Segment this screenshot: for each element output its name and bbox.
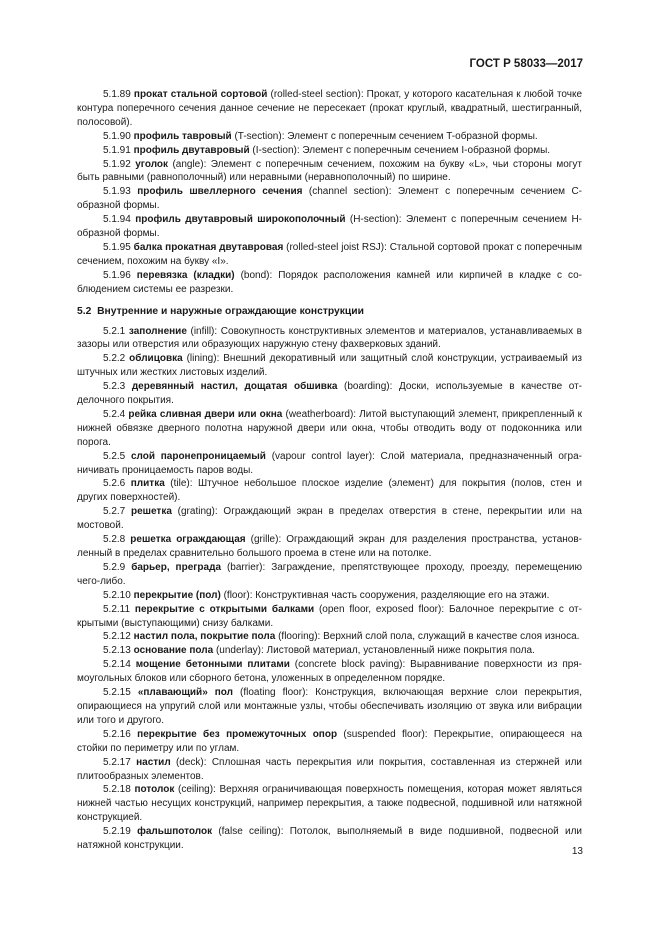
term-definition: (deck): Сплошная часть перекрытия или покрытия, составленная из стержней или плитообразных элементов. (77, 756, 582, 782)
term-number: 5.1.95 (103, 241, 131, 253)
term-definition: (rolled-steel section): Прокат, у которого касательная к любой точке контура поперечного сечения данное сечение не пересекает (прокат круглый, квадратный, шестигранный, полосовой). (77, 89, 583, 128)
term-number: 5.2.10 (103, 589, 131, 601)
term-entry (77, 269, 582, 297)
term-definition: (grating): Ограждающий экран в пределах отверстия в стене, перекрытии или на мостовой. (77, 506, 582, 532)
term-entry (77, 450, 582, 478)
term-number: 5.2.13 (103, 645, 131, 657)
term-name: настил пола, покрытие пола (133, 631, 276, 643)
term-definition: (bond): Порядок расположения камней или кирпичей в кладке с соблюдением системы ее разрезки. (77, 269, 583, 295)
term-name: фальшпотолок (137, 826, 213, 838)
document-id: ГОСТ Р 58033—2017 (469, 58, 583, 70)
term-name: уголок (135, 158, 169, 170)
term-entry (77, 603, 582, 631)
term-name: балка прокатная двутавровая (133, 241, 284, 253)
term-number: 5.2.18 (103, 784, 131, 796)
term-number: 5.2.9 (103, 561, 126, 573)
term-name: основание пола (133, 645, 214, 657)
term-number: 5.2.15 (103, 687, 131, 699)
term-number: 5.2.17 (103, 756, 131, 768)
term-name: профиль швеллерного сечения (137, 186, 303, 198)
term-name: настил (136, 756, 171, 768)
term-name: потолок (134, 784, 175, 796)
term-number: 5.2.11 (103, 603, 131, 615)
term-entry (77, 325, 582, 353)
term-definition: (channel section): Элемент с поперечным сечением С-образной формы. (77, 186, 583, 212)
term-definition: (ceiling): Верхняя ограничивающая поверхность помещения, которая может являться нижней частью несущих конструкций, например перекрытия, а также подвесной, подшивной или натяжной конструкцией. (77, 784, 582, 824)
term-name: профиль двутавровый (133, 144, 250, 156)
term-number: 5.2.6 (103, 478, 126, 490)
term-number: 5.2.16 (103, 728, 131, 740)
term-number: 5.1.93 (103, 186, 131, 198)
term-entry (77, 825, 582, 853)
term-definition: (underlay): Листовой материал, установленный ниже покрытия пола. (213, 645, 535, 657)
page-content (77, 88, 582, 853)
page-number: 13 (571, 846, 583, 857)
term-definition: (H-section): Элемент с поперечным сечением Н-образной формы. (77, 214, 582, 240)
term-definition: (floating floor): Конструкция, включающая верхние слои перекрытия, опирающиеся на упругий слой или монтажные узлы, чтобы обеспечивать изоляцию от звука или вибрации или того и другого. (77, 687, 583, 726)
term-entry (77, 158, 582, 186)
term-name: решетка ограждающая (130, 534, 246, 546)
term-entry (77, 408, 582, 450)
term-definition: (infill): Совокупность конструктивных элементов и материалов, устанавливаемых в зазоры или отверстия или образующих наружную стену фахверковых зданий. (77, 325, 582, 351)
term-number: 5.2.4 (103, 408, 126, 420)
term-entry (77, 185, 582, 213)
term-entry (77, 130, 582, 144)
term-number: 5.2.14 (103, 659, 131, 671)
term-name: профиль двутавровый широкополочный (135, 214, 346, 226)
term-entry (77, 241, 582, 269)
term-entry (77, 533, 582, 561)
term-name: рейка сливная двери или окна (128, 408, 283, 420)
term-entry (77, 505, 582, 533)
term-definition: (barrier): Заграждение, препятствующее проходу, проезду, перемещению чего-либо. (77, 561, 582, 587)
term-number: 5.1.90 (103, 130, 131, 142)
term-entry (77, 658, 582, 686)
term-entry (77, 380, 582, 408)
term-name: перекрытие с открытыми балками (134, 603, 315, 615)
term-definition: (I-section): Элемент с поперечным сечением I-образной формы. (249, 144, 551, 156)
section-number: 5.2 (77, 305, 92, 317)
term-name: «плавающий» пол (137, 687, 234, 699)
term-number: 5.2.19 (103, 826, 131, 838)
term-number: 5.2.3 (103, 381, 126, 393)
term-name: заполнение (128, 325, 187, 337)
term-number: 5.2.1 (103, 325, 126, 337)
term-list-5-1 (77, 88, 582, 297)
term-name: облицовка (129, 353, 183, 365)
term-name: прокат стальной сортовой (133, 89, 268, 100)
term-entry (77, 644, 582, 658)
term-number: 5.2.7 (103, 506, 126, 518)
term-entry (77, 728, 582, 756)
term-entry (77, 756, 582, 784)
term-definition: (boarding): Доски, используемые в качестве отделочного покрытия. (77, 381, 583, 407)
section-heading (77, 305, 582, 319)
term-definition: (concrete block paving): Выравнивание поверхности из прямоугольных блоков или сборного бетона, уложенных в определенном порядке. (77, 659, 582, 685)
term-entry (77, 589, 582, 603)
term-definition: (floor): Конструктивная часть сооружения, разделяющие его на этажи. (220, 589, 550, 601)
term-name: перекрытие без промежуточных опор (137, 728, 338, 740)
term-name: деревянный настил, дощатая обшивка (131, 381, 338, 393)
term-definition: (flooring): Верхний слой пола, служащий в качестве слоя износа. (275, 631, 580, 643)
term-entry (77, 144, 582, 158)
term-number: 5.1.94 (103, 214, 131, 226)
term-definition: (false ceiling): Потолок, выполняемый в виде подшивной, подвесной или натяжной конструкции. (77, 826, 582, 852)
term-entry (77, 561, 582, 589)
term-entry (77, 213, 582, 241)
term-name: барьер, преграда (131, 561, 222, 573)
term-definition: (suspended floor): Перекрытие, опирающееся на стойки по периметру или по углам. (77, 728, 583, 754)
term-definition: (vapour control layer): Слой материала, предназначенный ограничивать проницаемость паров воды. (77, 450, 583, 476)
term-definition: (tile): Штучное небольшое плоское изделие (элемент) для покрытия (полов, стен и других поверхностей). (77, 478, 582, 504)
term-definition: (grille): Ограждающий экран для разделения пространства, установленный в пределах сравнительно большого проема в стене или на потолке. (77, 534, 582, 559)
term-name: решетка (131, 506, 172, 518)
term-number: 5.1.89 (103, 89, 131, 100)
term-definition: (T-section): Элемент с поперечным сечением T-образной формы. (231, 130, 538, 142)
term-list-5-2 (77, 325, 582, 853)
term-entry (77, 686, 582, 728)
term-entry (77, 88, 582, 130)
term-name: перекрытие (пол) (133, 589, 221, 601)
term-definition: (lining): Внешний декоративный или защитный слой конструкции, устраиваемый из штучных или жестких листовых изделий. (77, 353, 583, 379)
term-name: профиль тавровый (133, 130, 232, 142)
section-title: Внутренние и наружные ограждающие конструкции (97, 305, 364, 317)
term-entry (77, 783, 582, 825)
term-number: 5.1.92 (103, 158, 131, 170)
term-number: 5.1.96 (103, 269, 131, 281)
term-entry (77, 630, 582, 644)
term-name: перевязка (кладки) (136, 269, 235, 281)
term-definition: (rolled-steel joist RSJ): Стальной сортовой прокат с поперечным сечением, похожим на букву «I». (77, 241, 582, 267)
term-entry (77, 352, 582, 380)
term-number: 5.2.12 (103, 631, 131, 643)
term-definition: (angle): Элемент с поперечным сечением, похожим на букву «L», чьи стороны могут быть равными (равнополочный) или неравными (неравнополочный) по ширине. (77, 158, 582, 184)
term-number: 5.2.8 (103, 534, 126, 546)
term-name: мощение бетонными плитами (135, 659, 290, 671)
term-number: 5.2.2 (103, 353, 126, 365)
term-definition: (open floor, exposed floor): Балочное перекрытие с открытыми (выступающими) снизу балками. (77, 603, 582, 629)
term-name: плитка (130, 478, 165, 490)
term-entry (77, 477, 582, 505)
term-definition: (weatherboard): Литой выступающий элемент, прикрепленный к нижней обвязке дверного полотна наружной двери или окна, чтобы отводить воду от подоконника или порога. (77, 408, 582, 448)
term-name: слой паронепроницаемый (130, 450, 266, 462)
term-number: 5.1.91 (103, 144, 131, 156)
term-number: 5.2.5 (103, 450, 126, 462)
